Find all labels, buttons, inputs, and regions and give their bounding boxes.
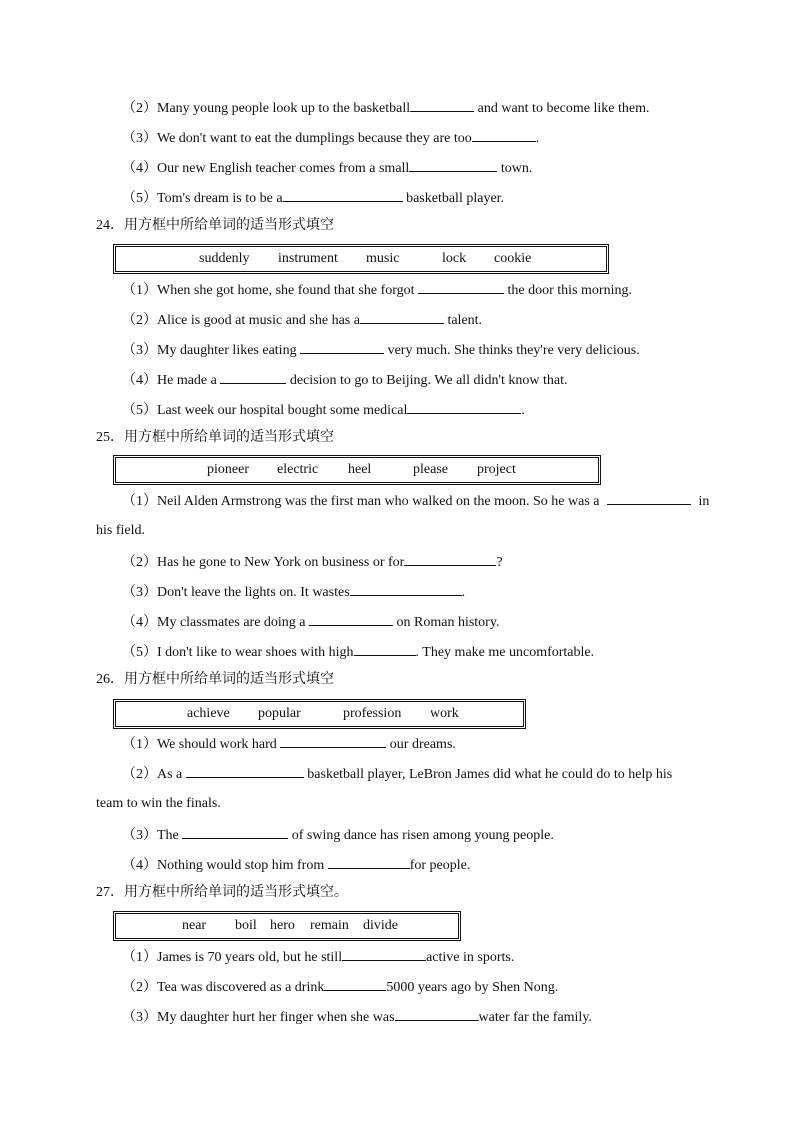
item-text: our dreams. [386, 737, 456, 752]
item-number: （2） [122, 313, 157, 328]
item-text: talent. [443, 313, 483, 328]
word-box [113, 455, 601, 485]
item-number: （3） [122, 343, 157, 358]
question-item [122, 187, 504, 208]
question-item [122, 309, 482, 330]
word-option: suddenly [199, 251, 250, 266]
question-item [122, 1006, 592, 1027]
answer-blank[interactable] [607, 490, 691, 505]
item-text: in [694, 494, 710, 509]
word-option: divide [363, 918, 398, 933]
answer-blank[interactable] [328, 854, 410, 869]
item-text: active in sports. [426, 950, 515, 965]
item-text: My daughter likes eating [157, 343, 301, 358]
answer-blank[interactable] [410, 97, 474, 112]
item-text: Neil Alden Armstrong was the first man who walked on the moon. So he was a [157, 494, 603, 509]
word-option: cookie [494, 251, 532, 266]
word-option: heel [348, 462, 372, 477]
item-number: （5） [122, 645, 157, 660]
item-text: . [461, 585, 466, 600]
question-item [122, 824, 554, 845]
answer-blank[interactable] [407, 399, 521, 414]
answer-blank[interactable] [418, 279, 504, 294]
answer-blank[interactable] [404, 551, 496, 566]
word-option: music [366, 251, 400, 266]
answer-blank[interactable] [342, 946, 426, 961]
item-number: （3） [122, 828, 157, 843]
item-text: basketball player. [402, 191, 505, 206]
answer-blank[interactable] [395, 1006, 479, 1021]
item-number: （5） [122, 191, 157, 206]
question-item [122, 581, 465, 602]
item-continuation: team to win the finals. [96, 796, 221, 811]
question-item [122, 551, 503, 572]
item-number: （2） [122, 555, 157, 570]
item-text: We don't want to eat the dumplings because they are too [157, 131, 472, 146]
item-number: （1） [122, 950, 157, 965]
item-text: James is 70 years old, but he still [157, 950, 343, 965]
question-item [122, 127, 539, 148]
question-item [122, 946, 514, 967]
item-text: of swing dance has risen among young people. [288, 828, 554, 843]
item-number: （3） [122, 585, 157, 600]
word-option: electric [277, 462, 319, 477]
word-option: project [477, 462, 516, 477]
item-number: （4） [122, 161, 157, 176]
item-text: 5000 years ago by Shen Nong. [386, 980, 559, 995]
answer-blank[interactable] [472, 127, 536, 142]
answer-blank[interactable] [283, 187, 403, 202]
question-item [122, 854, 470, 875]
item-text: . They make me uncomfortable. [415, 645, 595, 660]
word-option: popular [258, 706, 301, 721]
item-number: （1） [122, 737, 157, 752]
question-item [122, 369, 567, 390]
word-option: work [430, 706, 459, 721]
answer-blank[interactable] [280, 733, 386, 748]
item-number: （2） [122, 980, 157, 995]
item-text: As a [157, 767, 186, 782]
question-item [122, 97, 649, 118]
item-text: . [535, 131, 540, 146]
item-text: He made a [157, 373, 221, 388]
item-text: water far the family. [478, 1010, 592, 1025]
item-text: Last week our hospital bought some medical [157, 403, 408, 418]
item-text: Nothing would stop him from [157, 858, 328, 873]
item-text: I don't like to wear shoes with high [157, 645, 354, 660]
item-text: for people. [409, 858, 471, 873]
answer-blank[interactable] [360, 309, 444, 324]
word-option: achieve [187, 706, 230, 721]
word-option: boil [235, 918, 257, 933]
answer-blank[interactable] [300, 339, 384, 354]
question-item [122, 611, 499, 632]
item-number: （4） [122, 615, 157, 630]
answer-blank[interactable] [409, 157, 497, 172]
section-title: 26．用方框中所给单词的适当形式填空 [96, 672, 334, 687]
question-item [122, 279, 632, 300]
word-box [113, 911, 461, 941]
word-option: near [182, 918, 207, 933]
word-option: please [413, 462, 448, 477]
item-number: （2） [122, 767, 157, 782]
answer-blank[interactable] [309, 611, 393, 626]
question-item [122, 763, 672, 784]
section-title: 24．用方框中所给单词的适当形式填空 [96, 218, 334, 233]
question-item [122, 976, 558, 997]
question-item [122, 490, 709, 511]
answer-blank[interactable] [186, 763, 304, 778]
item-text: town. [497, 161, 533, 176]
answer-blank[interactable] [354, 641, 416, 656]
question-item [122, 339, 640, 360]
item-text: very much. She thinks they're very delicious. [384, 343, 640, 358]
word-option: pioneer [207, 462, 249, 477]
item-number: （5） [122, 403, 157, 418]
item-text: . [521, 403, 525, 418]
question-item [122, 733, 456, 754]
item-text: Tom's dream is to be a [157, 191, 283, 206]
item-text: My daughter hurt her finger when she was [157, 1010, 395, 1025]
item-text: Has he gone to New York on business or for [157, 555, 405, 570]
item-text: Don't leave the lights on. It wastes [157, 585, 350, 600]
question-item [122, 399, 525, 420]
section-title: 25．用方框中所给单词的适当形式填空 [96, 430, 334, 445]
answer-blank[interactable] [350, 581, 462, 596]
item-text: The [157, 828, 183, 843]
question-item [122, 641, 594, 662]
item-number: （1） [122, 494, 157, 509]
section-title: 27．用方框中所给单词的适当形式填空。 [96, 885, 348, 900]
word-option: remain [310, 918, 349, 933]
item-number: （3） [122, 1010, 157, 1025]
item-number: （2） [122, 101, 157, 116]
item-continuation: his field. [96, 523, 145, 538]
item-text: the door this morning. [504, 283, 632, 298]
item-text: and want to become like them. [474, 101, 650, 116]
answer-blank[interactable] [220, 369, 286, 384]
item-text: When she got home, she found that she forgot [157, 283, 419, 298]
item-number: （1） [122, 283, 157, 298]
item-text: Alice is good at music and she has a [157, 313, 360, 328]
question-item [122, 157, 532, 178]
item-number: （3） [122, 131, 157, 146]
answer-blank[interactable] [182, 824, 288, 839]
item-text: Tea was discovered as a drink [157, 980, 325, 995]
item-text: My classmates are doing a [157, 615, 310, 630]
item-text: Many young people look up to the basketball [157, 101, 411, 116]
word-option: hero [270, 918, 295, 933]
item-text: We should work hard [157, 737, 281, 752]
answer-blank[interactable] [324, 976, 386, 991]
item-number: （4） [122, 858, 157, 873]
word-option: instrument [278, 251, 338, 266]
word-box [113, 244, 609, 274]
item-text: decision to go to Beijing. We all didn't know that. [286, 373, 568, 388]
word-box [113, 699, 526, 729]
item-number: （4） [122, 373, 157, 388]
item-text: ? [496, 555, 503, 570]
word-option: profession [343, 706, 402, 721]
item-text: basketball player, LeBron James did what he could do to help his [303, 767, 673, 782]
item-text: on Roman history. [393, 615, 500, 630]
word-option: lock [442, 251, 467, 266]
item-text: Our new English teacher comes from a small [157, 161, 410, 176]
